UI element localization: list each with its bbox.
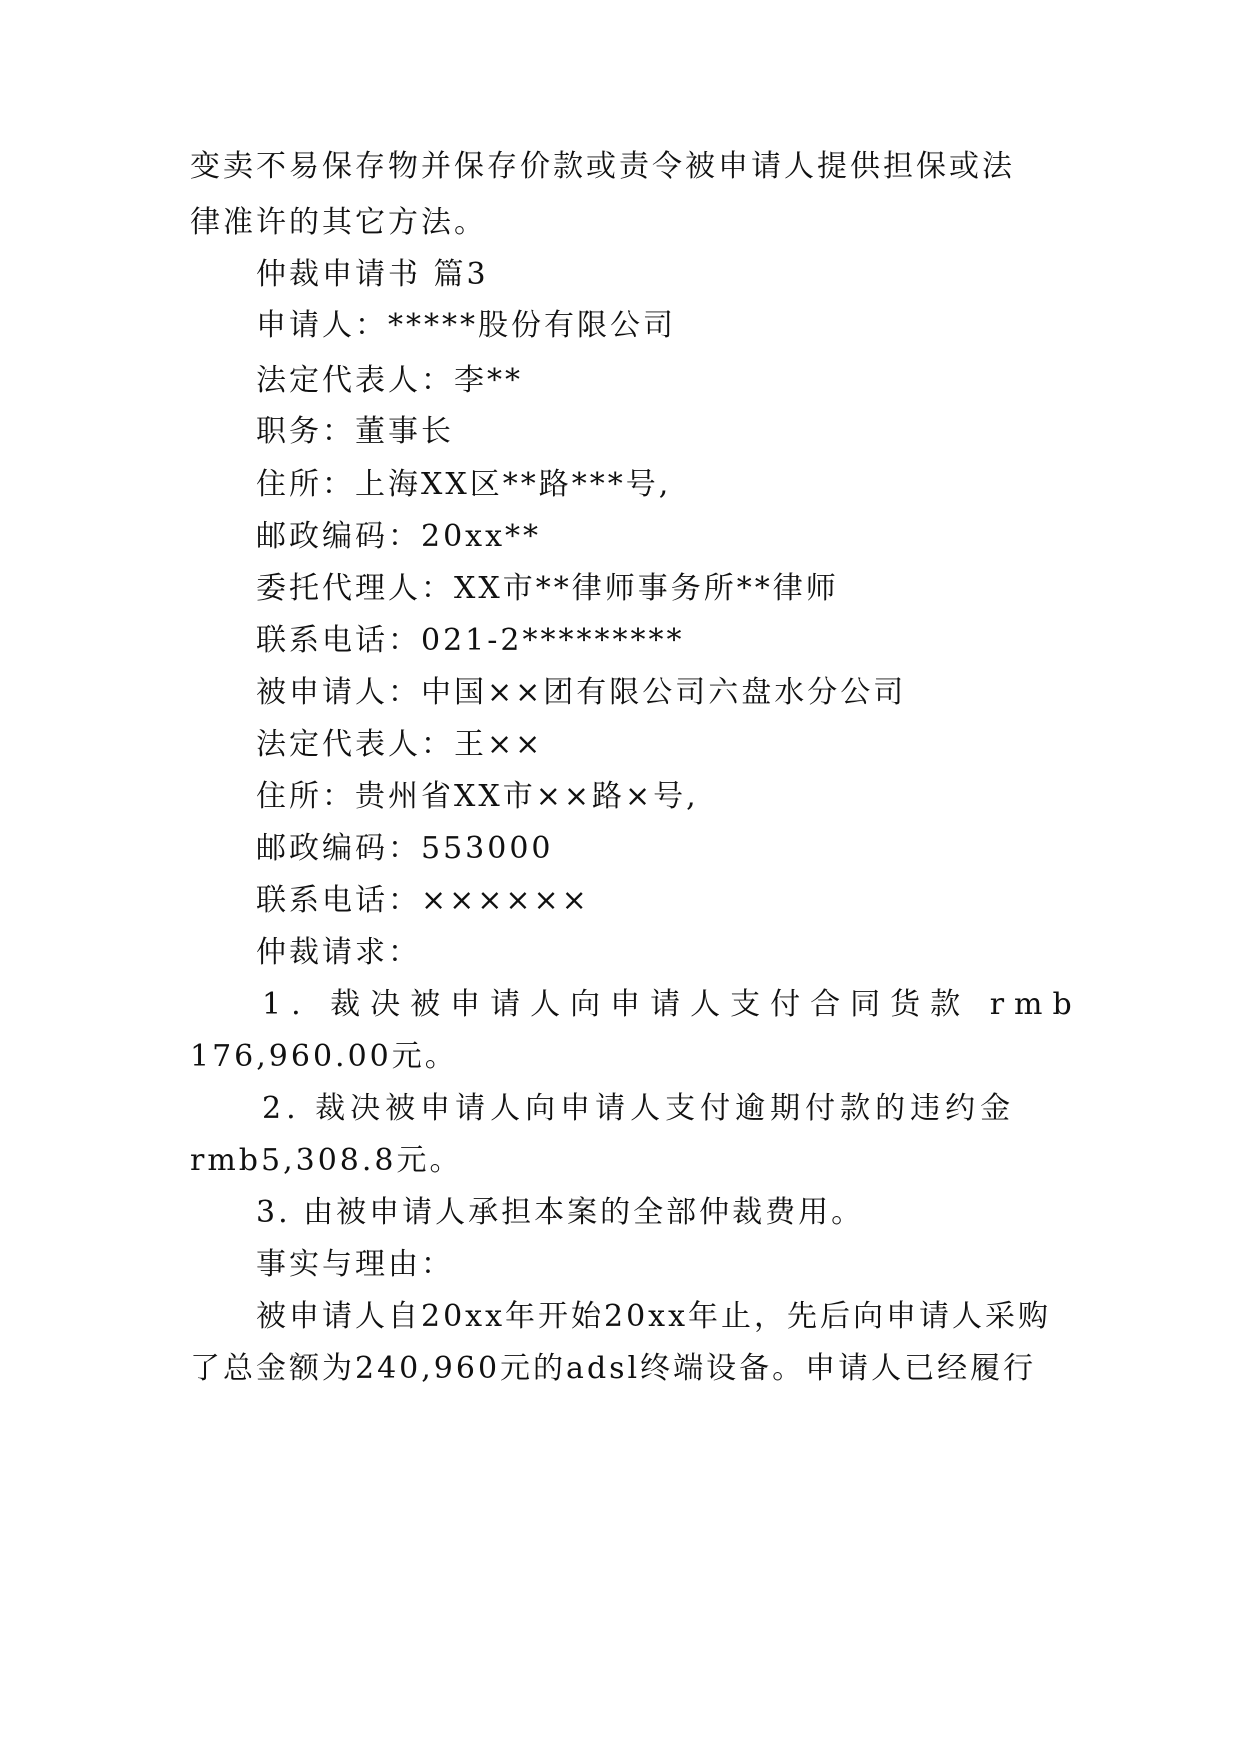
claim-2-line-1: 2. 裁决被申请人向申请人支付逾期付款的违约金	[262, 1091, 1016, 1126]
respondent-phone-line: 联系电话：××××××	[256, 883, 590, 918]
applicant-line: 申请人：*****股份有限公司	[256, 308, 676, 343]
respondent-postal-code-line: 邮政编码：553000	[256, 831, 554, 866]
section-heading: 仲裁申请书 篇3	[256, 257, 489, 292]
postal-code-line: 邮政编码：20xx**	[256, 519, 542, 554]
paragraph-line-2: 律准许的其它方法。	[190, 205, 487, 240]
position-line: 职务：董事长	[256, 414, 454, 449]
facts-paragraph-line-2: 了总金额为240,960元的adsl终端设备。申请人已经履行	[190, 1351, 1037, 1386]
agent-line: 委托代理人：XX市**律师事务所**律师	[256, 571, 839, 606]
claims-heading: 仲裁请求：	[256, 935, 421, 970]
facts-paragraph-line-1: 被申请人自20xx年开始20xx年止，先后向申请人采购	[256, 1299, 1052, 1334]
claim-2-line-2: rmb5,308.8元。	[190, 1143, 463, 1178]
facts-heading: 事实与理由：	[256, 1247, 454, 1282]
respondent-representative-line: 法定代表人：王××	[256, 727, 544, 762]
claim-1-line-2: 176,960.00元。	[190, 1039, 458, 1074]
claim-1-line-1: 1. 裁决被申请人向申请人支付合同货款 rmb	[262, 987, 1082, 1022]
address-line: 住所：上海XX区**路***号,	[256, 467, 672, 502]
phone-line: 联系电话：021-2*********	[256, 623, 685, 658]
claim-3-line: 3. 由被申请人承担本案的全部仲裁费用。	[256, 1195, 865, 1230]
respondent-line: 被申请人：中国××团有限公司六盘水分公司	[256, 675, 907, 710]
respondent-address-line: 住所：贵州省XX市××路×号,	[256, 779, 699, 814]
legal-representative-line: 法定代表人：李**	[256, 363, 523, 398]
paragraph-line-1: 变卖不易保存物并保存价款或责令被申请人提供担保或法	[190, 149, 1015, 184]
